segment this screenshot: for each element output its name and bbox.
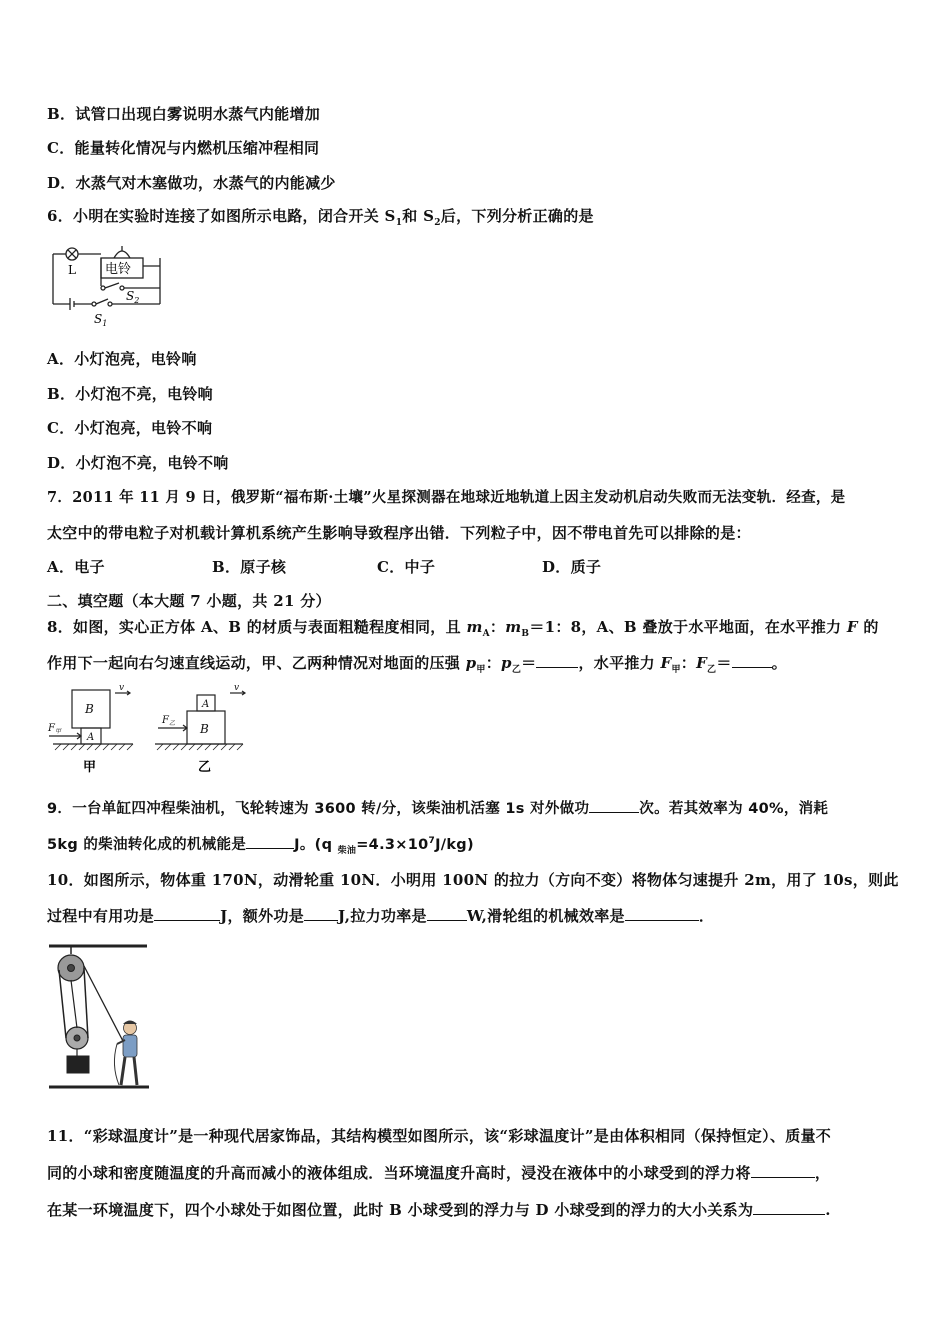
q10-stem-line2: 过程中有用功是 J，额外功是 J,拉力功率是 W,滑轮组的机械效率是 ． xyxy=(47,907,715,925)
q8-answer-blank-1[interactable] xyxy=(536,653,578,668)
q7-stem-line1: 7．2011 年 11 月 9 日，俄罗斯“福布斯·土壤”火星探测器在地球近地轨道上因主发动机启动失败而无法变轨．经查，是 xyxy=(47,489,846,506)
q9-stem-line1: 9．一台单缸四冲程柴油机，飞轮转速为 3600 转/分，该柴油机活塞 1s 对外做功 次。若其效率为 40%，消耗 xyxy=(47,797,828,818)
q6-option-a: A．小灯泡亮，电铃响 xyxy=(47,350,197,368)
velocity-yi: v xyxy=(234,683,240,693)
q11-stem-line1: 11．“彩球温度计”是一种现代居家饰品，其结构模型如图所示，该“彩球温度计”是由体积相同（保持恒定）、质量不 xyxy=(47,1127,832,1145)
q7-option-a: A．电子 xyxy=(47,558,105,576)
q7-option-c: C．中子 xyxy=(377,558,436,576)
q10-blank-useful-work[interactable] xyxy=(154,906,220,921)
q8-stem-line1: 8．如图，实心正方体 A、B 的材质与表面粗糙程度相同，且 $m_A$：$m_B=1$：8，A、B 叠放于水平地面，在水平推力 F 的 xyxy=(47,618,879,639)
label-yi: 乙 xyxy=(198,760,212,775)
q8-stem-line2: 作用下一起向右匀速直线运动，甲、乙两种情况对地面的压强 $p_甲$：$p_乙=$ ，水平推力 $F_甲$：$F_乙=$ 。 xyxy=(47,654,787,675)
q11-stem-line2: 同的小球和密度随温度的升高而减小的液体组成．当环境温度升高时，浸没在液体中的小球受到的浮力将 ， xyxy=(47,1164,831,1182)
q11-stem-line3: 在某一环境温度下，四个小球处于如图位置，此时 B 小球受到的浮力与 D 小球受到的浮力的大小关系为 . xyxy=(47,1201,831,1219)
q6-option-d: D．小灯泡不亮，电铃不响 xyxy=(47,454,229,472)
block-b-jia: B xyxy=(85,702,94,716)
block-a-yi: A xyxy=(202,699,210,710)
force-yi: $F_乙$ xyxy=(162,715,175,727)
s1-label: $S_1$ xyxy=(94,312,108,328)
q10-stem-line1: 10．如图所示，物体重 170N，动滑轮重 10N．小明用 100N 的拉力（方向不变）将物体匀速提升 2m，用了 10s，则此 xyxy=(47,871,899,889)
q9-stem-line2: 5kg 的柴油转化成的机械能是 J。(q $_{柴油}=4.3\times 10^7J/kg$) xyxy=(47,833,474,856)
q11-answer-blank-1[interactable] xyxy=(751,1163,815,1178)
s2-label: $S_2$ xyxy=(126,289,140,305)
q9-answer-blank-2[interactable] xyxy=(246,834,294,849)
q9-answer-blank-1[interactable] xyxy=(589,798,639,813)
label-jia: 甲 xyxy=(83,760,97,775)
velocity-jia: v xyxy=(119,683,125,693)
q10-pulley-figure xyxy=(45,940,155,1095)
bell-label: 电铃 xyxy=(105,262,132,277)
section-heading-fill-in: 二、填空题（本大题 7 小题，共 21 分） xyxy=(47,592,331,610)
q7-option-d: D．质子 xyxy=(542,558,602,576)
q11-answer-blank-2[interactable] xyxy=(753,1200,825,1215)
force-jia: $F_甲$ xyxy=(48,723,61,735)
q6-circuit-diagram xyxy=(48,236,173,331)
q7-stem-line2: 太空中的带电粒子对机载计算机系统产生影响导致程序出错．下列粒子中，因不带电首先可以排除的是： xyxy=(47,524,751,542)
q6-option-b: B．小灯泡不亮，电铃响 xyxy=(47,385,213,403)
q10-blank-extra-work[interactable] xyxy=(304,906,338,921)
block-b-yi: B xyxy=(200,722,209,736)
q5-option-b: B．试管口出现白雾说明水蒸气内能增加 xyxy=(47,105,321,123)
q7-option-b: B．原子核 xyxy=(212,558,287,576)
q8-answer-blank-2[interactable] xyxy=(732,653,772,668)
q8-blocks-diagram xyxy=(45,683,255,775)
block-a-jia: A xyxy=(87,732,95,743)
q10-blank-power[interactable] xyxy=(427,906,467,921)
q5-option-c: C．能量转化情况与内燃机压缩冲程相同 xyxy=(47,139,320,157)
lamp-label: L xyxy=(68,263,76,277)
q6-option-c: C．小灯泡亮，电铃不响 xyxy=(47,419,213,437)
q10-blank-efficiency[interactable] xyxy=(625,906,699,921)
q7-options xyxy=(47,556,601,577)
q5-option-d: D．水蒸气对木塞做功，水蒸气的内能减少 xyxy=(47,174,336,192)
q6-stem: 6．小明在实验时连接了如图所示电路，闭合开关 $S_1$和 $S_2$后，下列分析正确的是 xyxy=(47,207,594,228)
